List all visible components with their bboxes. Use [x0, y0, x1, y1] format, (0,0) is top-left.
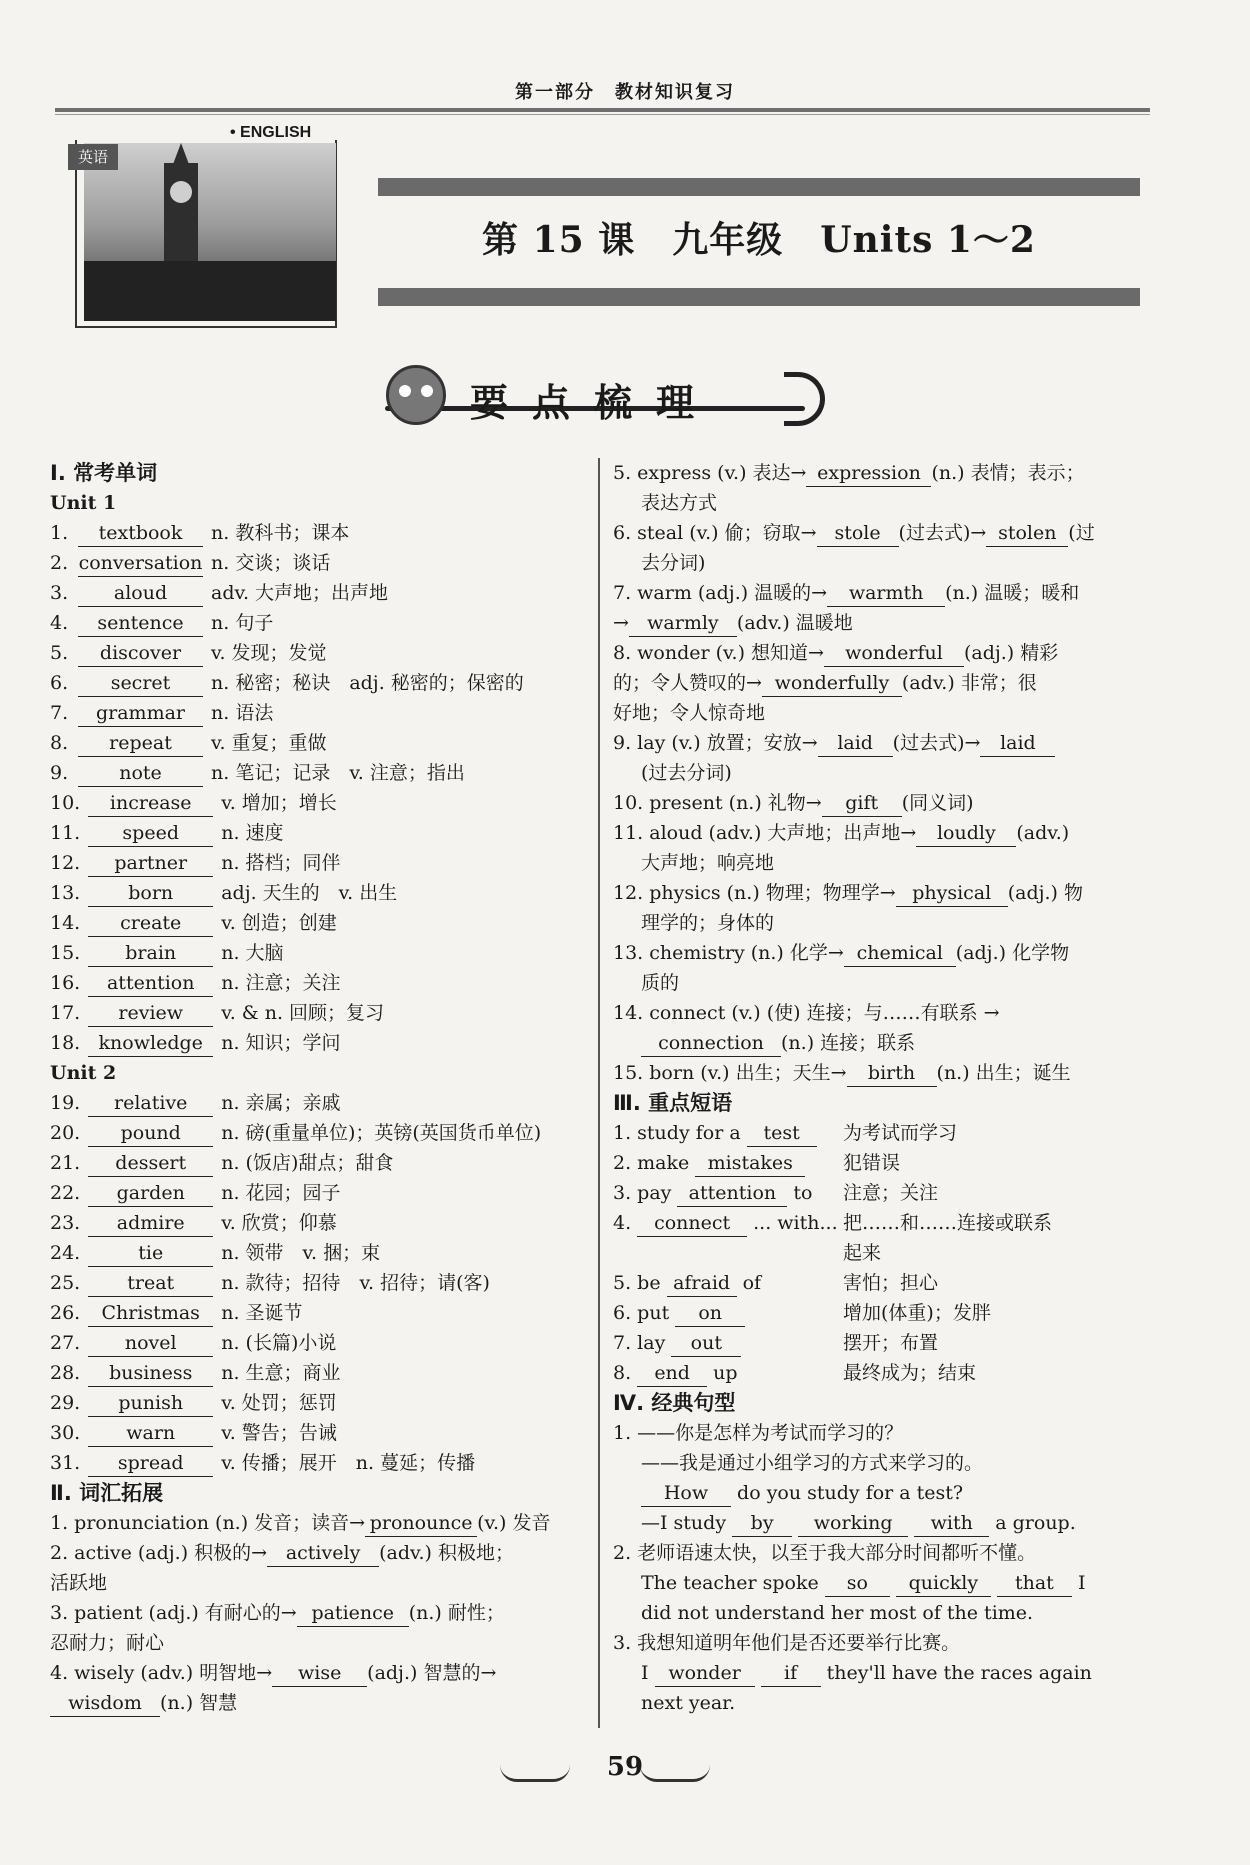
phrase-item: 5. be afraid of 害怕；担心 — [613, 1268, 1153, 1298]
definition: n. 句子 — [211, 612, 274, 634]
answer-blank: garden — [88, 1180, 213, 1207]
expansion-line: 10. present (n.) 礼物→ gift (同义词) — [613, 788, 1153, 818]
vocab-item — [50, 1088, 590, 1118]
answer-blank: stolen — [986, 520, 1068, 547]
sentence-en: How do you study for a test? — [613, 1478, 1153, 1508]
phrase-item: 3. pay attention to 注意；关注 — [613, 1178, 1153, 1208]
expansion-line: 好地；令人惊奇地 — [613, 702, 766, 724]
answer-blank: patience — [297, 1600, 409, 1627]
phrase-meaning: 害怕；担心 — [843, 1272, 939, 1294]
lesson-title: 第 15 课 九年级 Units 1～2 — [482, 219, 1036, 261]
big-ben-photo — [84, 143, 336, 321]
vocab-item — [50, 608, 590, 638]
vocab-item — [50, 698, 590, 728]
phrase-meaning: 最终成为；结束 — [843, 1362, 977, 1384]
vocab-item — [50, 758, 590, 788]
vocab-item — [50, 1388, 590, 1418]
answer-blank: conversation — [78, 550, 203, 577]
vocab-item — [50, 518, 590, 548]
item-number: 6. — [50, 672, 69, 694]
answer-blank: repeat — [78, 730, 203, 757]
answer-blank: loudly — [916, 820, 1016, 847]
definition: v. & n. 回顾；复习 — [221, 1002, 385, 1024]
phrase-list — [613, 1118, 1153, 1388]
answer-blank: laid — [818, 730, 893, 757]
item-number: 28. — [50, 1362, 81, 1384]
item-number: 3. — [50, 582, 69, 604]
expansion-line: 4. wisely (adv.) 明智地→ wise (adj.) 智慧的→ — [50, 1658, 590, 1688]
unit-label: Unit 1 — [50, 492, 117, 514]
sentence-en: I wonder if they'll have the races again — [613, 1658, 1153, 1688]
right-column — [613, 458, 1153, 1718]
answer-blank: increase — [88, 790, 213, 817]
expansion-line: 8. wonder (v.) 想知道→ wonderful (adj.) 精彩 — [613, 638, 1153, 668]
answer-blank: treat — [88, 1270, 213, 1297]
answer-blank: test — [747, 1120, 817, 1147]
answer-blank: novel — [88, 1330, 213, 1357]
expansion-line: 理学的；身体的 — [641, 912, 775, 934]
definition: adj. 天生的 v. 出生 — [221, 882, 398, 904]
expansion-line: 大声地；响亮地 — [641, 852, 775, 874]
item-number: 27. — [50, 1332, 81, 1354]
phrase-meaning: 为考试而学习 — [843, 1122, 958, 1144]
expansion-line: (过去分词) — [641, 762, 732, 784]
answer-blank: expression — [806, 460, 931, 487]
phrase-item: 7. lay out 摆开；布置 — [613, 1328, 1153, 1358]
ornament-right — [640, 1765, 710, 1782]
definition: n. 语法 — [211, 702, 274, 724]
definition: v. 发现；发觉 — [211, 642, 327, 664]
item-number: 9. — [50, 762, 69, 784]
answer-blank: wonderful — [824, 640, 964, 667]
vocab-item — [50, 1118, 590, 1148]
definition: n. 花园；园子 — [221, 1182, 341, 1204]
page-number: 59 — [606, 1752, 644, 1782]
answer-blank: relative — [88, 1090, 213, 1117]
vocab-item — [50, 848, 590, 878]
vocab-item — [50, 548, 590, 578]
answer-blank: Christmas — [88, 1300, 213, 1327]
item-number: 13. — [50, 882, 81, 904]
definition: n. 秘密；秘诀 adj. 秘密的；保密的 — [211, 672, 524, 694]
vocab-item — [50, 1148, 590, 1178]
unit-label: Unit 2 — [50, 1062, 117, 1084]
definition: n. 生意；商业 — [221, 1362, 341, 1384]
expansion-line: 3. patient (adj.) 有耐心的→ patience (n.) 耐性； — [50, 1598, 590, 1628]
vocab-item — [50, 1298, 590, 1328]
item-number: 19. — [50, 1092, 81, 1114]
item-number: 21. — [50, 1152, 81, 1174]
subject-tag: 英语 — [68, 144, 118, 170]
sentence-cn: 2. 老师语速太快，以至于我大部分时间都听不懂。 — [613, 1542, 1037, 1564]
answer-blank: mistakes — [695, 1150, 805, 1177]
expansion-line: 7. warm (adj.) 温暖的→ warmth (n.) 温暖；暖和 — [613, 578, 1153, 608]
answer-blank: actively — [267, 1540, 379, 1567]
answer-blank: stole — [817, 520, 899, 547]
vocab-item — [50, 638, 590, 668]
answer-blank: attention — [677, 1180, 787, 1207]
phrase-meaning: 摆开；布置 — [843, 1332, 939, 1354]
answer-blank: secret — [78, 670, 203, 697]
expansion-line: 15. born (v.) 出生；天生→ birth (n.) 出生；诞生 — [613, 1058, 1153, 1088]
title-band-top — [378, 178, 1140, 196]
phrase-meaning: 增加(体重)；发胖 — [843, 1302, 991, 1324]
left-column — [50, 458, 590, 1718]
sentence-en: did not understand her most of the time. — [641, 1602, 1034, 1624]
definition: n. 速度 — [221, 822, 284, 844]
phrase-meaning: 犯错误 — [843, 1152, 901, 1174]
vocab-item — [50, 1028, 590, 1058]
answer-blank: attention — [88, 970, 213, 997]
item-number: 14. — [50, 912, 81, 934]
answer-blank: laid — [980, 730, 1055, 757]
answer-blank: dessert — [88, 1150, 213, 1177]
expansion-line: 14. connect (v.) (使) 连接；与……有联系 → — [613, 1002, 1000, 1024]
answer-blank: punish — [88, 1390, 213, 1417]
expansion-line: 忍耐力；耐心 — [50, 1632, 165, 1654]
answer-blank: pound — [88, 1120, 213, 1147]
column-divider — [598, 458, 600, 1728]
item-number: 7. — [50, 702, 69, 724]
vocab-item — [50, 1178, 590, 1208]
answer-blank: wisdom — [50, 1690, 160, 1717]
item-number: 2. — [50, 552, 69, 574]
expansion-line: 表达方式 — [641, 492, 718, 514]
expansion-line: 11. aloud (adv.) 大声地；出声地→ loudly (adv.) — [613, 818, 1153, 848]
vocab-item — [50, 908, 590, 938]
answer-blank: sentence — [78, 610, 203, 637]
expansion-line: 去分词) — [641, 552, 706, 574]
header-rule-thin — [55, 114, 1150, 115]
title-band-bottom — [378, 288, 1140, 306]
answer-blank: create — [88, 910, 213, 937]
item-number: 23. — [50, 1212, 81, 1234]
answer-blank: pronounce — [365, 1510, 477, 1537]
answer-blank: connect — [637, 1210, 747, 1237]
vocab-item — [50, 818, 590, 848]
header-title: 第一部分 教材知识复习 — [515, 82, 735, 103]
answer-blank: if — [761, 1660, 821, 1687]
answer-blank: speed — [88, 820, 213, 847]
definition: adv. 大声地；出声地 — [211, 582, 389, 604]
definition: v. 传播；展开 n. 蔓延；传播 — [221, 1452, 476, 1474]
answer-blank: wonder — [655, 1660, 755, 1687]
sentence-cn: 1. ——你是怎样为考试而学习的？ — [613, 1422, 904, 1444]
answer-blank: review — [88, 1000, 213, 1027]
expansion-line: 12. physics (n.) 物理；物理学→ physical (adj.) 物 — [613, 878, 1153, 908]
vocab-item — [50, 668, 590, 698]
vocab-item — [50, 1358, 590, 1388]
item-number: 26. — [50, 1302, 81, 1324]
answer-blank: grammar — [78, 700, 203, 727]
definition: n. 领带 v. 捆；束 — [221, 1242, 381, 1264]
vocab-item — [50, 1238, 590, 1268]
item-number: 29. — [50, 1392, 81, 1414]
answer-blank: afraid — [667, 1270, 737, 1297]
answer-blank: How — [641, 1480, 731, 1507]
phrase-meaning: 把……和……连接或联系 — [843, 1212, 1053, 1234]
item-number: 17. — [50, 1002, 81, 1024]
vocab-item — [50, 1328, 590, 1358]
banner-title: 要点梳理 — [470, 380, 719, 425]
expansion-line: 质的 — [641, 972, 680, 994]
vocab-item — [50, 1208, 590, 1238]
answer-blank: born — [88, 880, 213, 907]
answer-blank: out — [671, 1330, 741, 1357]
answer-blank: warmth — [827, 580, 945, 607]
answer-blank: aloud — [78, 580, 203, 607]
expansion-line: 13. chemistry (n.) 化学→ chemical (adj.) 化学物 — [613, 938, 1153, 968]
answer-blank: end — [637, 1360, 707, 1387]
answer-blank: spread — [88, 1450, 213, 1477]
item-number: 5. — [50, 642, 69, 664]
sentence-cn: ——我是通过小组学习的方式来学习的。 — [641, 1452, 984, 1474]
phrase-item: 6. put on 增加(体重)；发胖 — [613, 1298, 1153, 1328]
answer-blank: partner — [88, 850, 213, 877]
item-number: 18. — [50, 1032, 81, 1054]
answer-blank: by — [732, 1510, 792, 1537]
item-number: 30. — [50, 1422, 81, 1444]
expansion-line: 活跃地 — [50, 1572, 108, 1594]
answer-blank: discover — [78, 640, 203, 667]
item-number: 22. — [50, 1182, 81, 1204]
definition: v. 重复；重做 — [211, 732, 327, 754]
answer-blank: brain — [88, 940, 213, 967]
expansion-line: 6. steal (v.) 偷；窃取→ stole (过去式)→ stolen (过 — [613, 518, 1153, 548]
answer-blank: on — [675, 1300, 745, 1327]
phrase-meaning: 注意；关注 — [843, 1182, 939, 1204]
answer-blank: gift — [822, 790, 902, 817]
expansion-line: 2. active (adj.) 积极的→ actively (adv.) 积极地； — [50, 1538, 590, 1568]
definition: n. 教科书；课本 — [211, 522, 350, 544]
section-heading: Ⅳ. 经典句型 — [613, 1391, 736, 1415]
section-heading: Ⅲ. 重点短语 — [613, 1091, 733, 1115]
vocab-item — [50, 788, 590, 818]
answer-blank: wise — [272, 1660, 367, 1687]
item-number: 12. — [50, 852, 81, 874]
answer-blank: note — [78, 760, 203, 787]
answer-blank: textbook — [78, 520, 203, 547]
definition: n. 笔记；记录 v. 注意；指出 — [211, 762, 465, 784]
definition: v. 创造；创建 — [221, 912, 337, 934]
definition: n. 注意；关注 — [221, 972, 341, 994]
vocab-item — [50, 1448, 590, 1478]
definition: n. 亲属；亲戚 — [221, 1092, 341, 1114]
definition: n. 磅(重量单位)；英镑(英国货币单位) — [221, 1122, 542, 1144]
definition: n. (饭店)甜点；甜食 — [221, 1152, 394, 1174]
sentence-en: next year. — [641, 1692, 736, 1714]
expansion-line: 9. lay (v.) 放置；安放→ laid (过去式)→ laid — [613, 728, 1153, 758]
answer-blank: admire — [88, 1210, 213, 1237]
definition: n. 搭档；同伴 — [221, 852, 341, 874]
definition: v. 欣赏；仰慕 — [221, 1212, 337, 1234]
answer-blank: chemical — [844, 940, 956, 967]
mascot-icon — [386, 365, 446, 425]
answer-blank: birth — [847, 1060, 937, 1087]
answer-blank: tie — [88, 1240, 213, 1267]
item-number: 31. — [50, 1452, 81, 1474]
vocab-item — [50, 878, 590, 908]
expansion-line: 5. express (v.) 表达→ expression (n.) 表情；表示； — [613, 458, 1153, 488]
item-number: 16. — [50, 972, 81, 994]
answer-blank: working — [798, 1510, 908, 1537]
answer-blank: that — [997, 1570, 1072, 1597]
phrase-item: 8. end up 最终成为；结束 — [613, 1358, 1153, 1388]
answer-blank: wonderfully — [762, 670, 902, 697]
vocab-item — [50, 728, 590, 758]
english-tag: • ENGLISH — [230, 124, 312, 141]
definition: n. 交谈；谈话 — [211, 552, 331, 574]
sentence-cn: 3. 我想知道明年他们是否还要举行比赛。 — [613, 1632, 961, 1654]
vocab-item — [50, 578, 590, 608]
definition: v. 警告；告诫 — [221, 1422, 337, 1444]
phrase-item: 1. study for a test 为考试而学习 — [613, 1118, 1153, 1148]
definition: n. 大脑 — [221, 942, 284, 964]
vocab-list-unit1 — [50, 518, 590, 1058]
answer-blank: connection — [641, 1030, 781, 1057]
item-number: 20. — [50, 1122, 81, 1144]
expansion-line: 的；令人赞叹的→ wonderfully (adv.) 非常；很 — [613, 668, 1153, 698]
vocab-item — [50, 968, 590, 998]
item-number: 1. — [50, 522, 69, 544]
definition: n. 款待；招待 v. 招待；请(客) — [221, 1272, 490, 1294]
expansion-line: connection (n.) 连接；联系 — [613, 1028, 1153, 1058]
answer-blank: so — [825, 1570, 890, 1597]
expansion-line: wisdom (n.) 智慧 — [50, 1688, 590, 1718]
vocab-item — [50, 998, 590, 1028]
answer-blank: quickly — [896, 1570, 991, 1597]
answer-blank: business — [88, 1360, 213, 1387]
answer-blank: with — [914, 1510, 989, 1537]
phrase-item: 4. connect ... with... 把……和……连接或联系 — [613, 1208, 1153, 1238]
item-number: 8. — [50, 732, 69, 754]
section-heading: Ⅰ. 常考单词 — [50, 461, 158, 485]
item-number: 4. — [50, 612, 69, 634]
vocab-item — [50, 938, 590, 968]
answer-blank: physical — [896, 880, 1008, 907]
vocab-item — [50, 1268, 590, 1298]
item-number: 15. — [50, 942, 81, 964]
sentence-en: —I study by working with a group. — [613, 1508, 1153, 1538]
answer-blank: warn — [88, 1420, 213, 1447]
sentence-en: The teacher spoke so quickly that I — [613, 1568, 1153, 1598]
definition: v. 处罚；惩罚 — [221, 1392, 337, 1414]
definition: n. (长篇)小说 — [221, 1332, 337, 1354]
expansion-line: 1. pronunciation (n.) 发音；读音→ pronounce (v.) 发音 — [50, 1508, 590, 1538]
vocab-item — [50, 1418, 590, 1448]
item-number: 25. — [50, 1272, 81, 1294]
header-rule — [55, 108, 1150, 112]
expansion-line: → warmly (adv.) 温暖地 — [613, 608, 1153, 638]
definition: n. 圣诞节 — [221, 1302, 303, 1324]
vocab-list-unit2 — [50, 1088, 590, 1478]
section-heading: Ⅱ. 词汇拓展 — [50, 1481, 164, 1505]
phrase-item: 2. make mistakes 犯错误 — [613, 1148, 1153, 1178]
answer-blank: knowledge — [88, 1030, 213, 1057]
answer-blank: warmly — [629, 610, 737, 637]
definition: n. 知识；学问 — [221, 1032, 341, 1054]
item-number: 10. — [50, 792, 81, 814]
item-number: 11. — [50, 822, 81, 844]
definition: v. 增加；增长 — [221, 792, 337, 814]
item-number: 24. — [50, 1242, 81, 1264]
phrase-meaning: 起来 — [843, 1242, 882, 1264]
